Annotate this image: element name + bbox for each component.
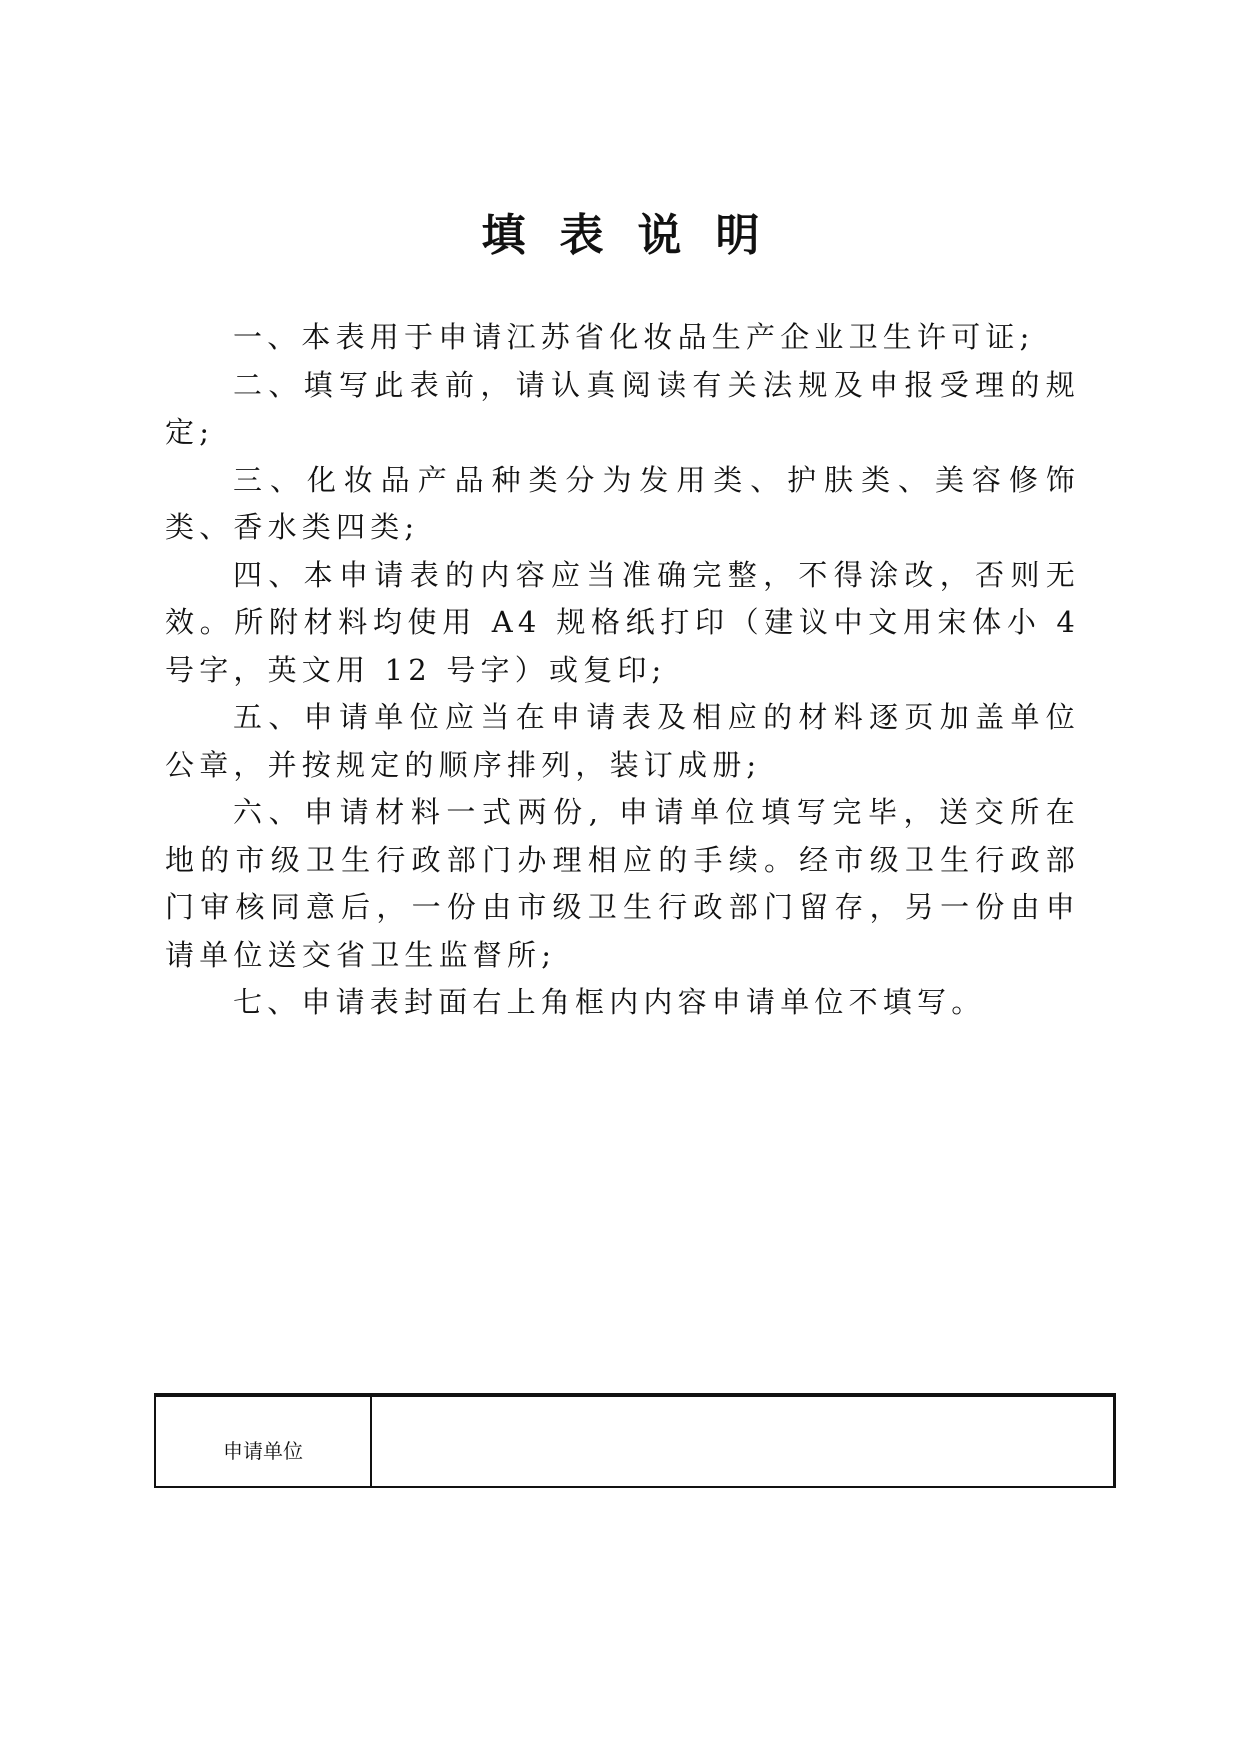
instruction-item-2: 二、填写此表前，请认真阅读有关法规及申报受理的规定; [165,367,1080,449]
instruction-item-4: 四、本申请表的内容应当准确完整，不得涂改，否则无效。所附材料均使用 A4 规格纸打印（建议中文用宋体小 4 号字，英文用 12 号字）或复印; [165,557,1080,687]
instruction-item-1: 一、本表用于申请江苏省化妆品生产企业卫生许可证; [233,320,1035,354]
instruction-item-6: 六、申请材料一式两份, 申请单位填写完毕，送交所在地的市级卫生行政部门办理相应的手续。经市级卫生行政部门审核同意后，一份由市级卫生行政部门留存，另一份由申请单位送交省卫生监督所; [165,795,1080,972]
instruction-item-7: 七、申请表封面右上角框内内容申请单位不填写。 [233,985,986,1019]
instructions-list [165,314,1080,1027]
applicant-table [154,1393,1116,1488]
applicant-row [155,1395,1115,1487]
applicant-field[interactable] [371,1395,1115,1487]
applicant-label: 申请单位 [155,1395,371,1487]
instruction-item-5: 五、申请单位应当在申请表及相应的材料逐页加盖单位公章，并按规定的顺序排列，装订成册; [165,700,1080,782]
page-title: 填表说明 [481,210,794,261]
instruction-item-3: 三、化妆品产品种类分为发用类、护肤类、美容修饰类、香水类四类; [165,462,1080,544]
